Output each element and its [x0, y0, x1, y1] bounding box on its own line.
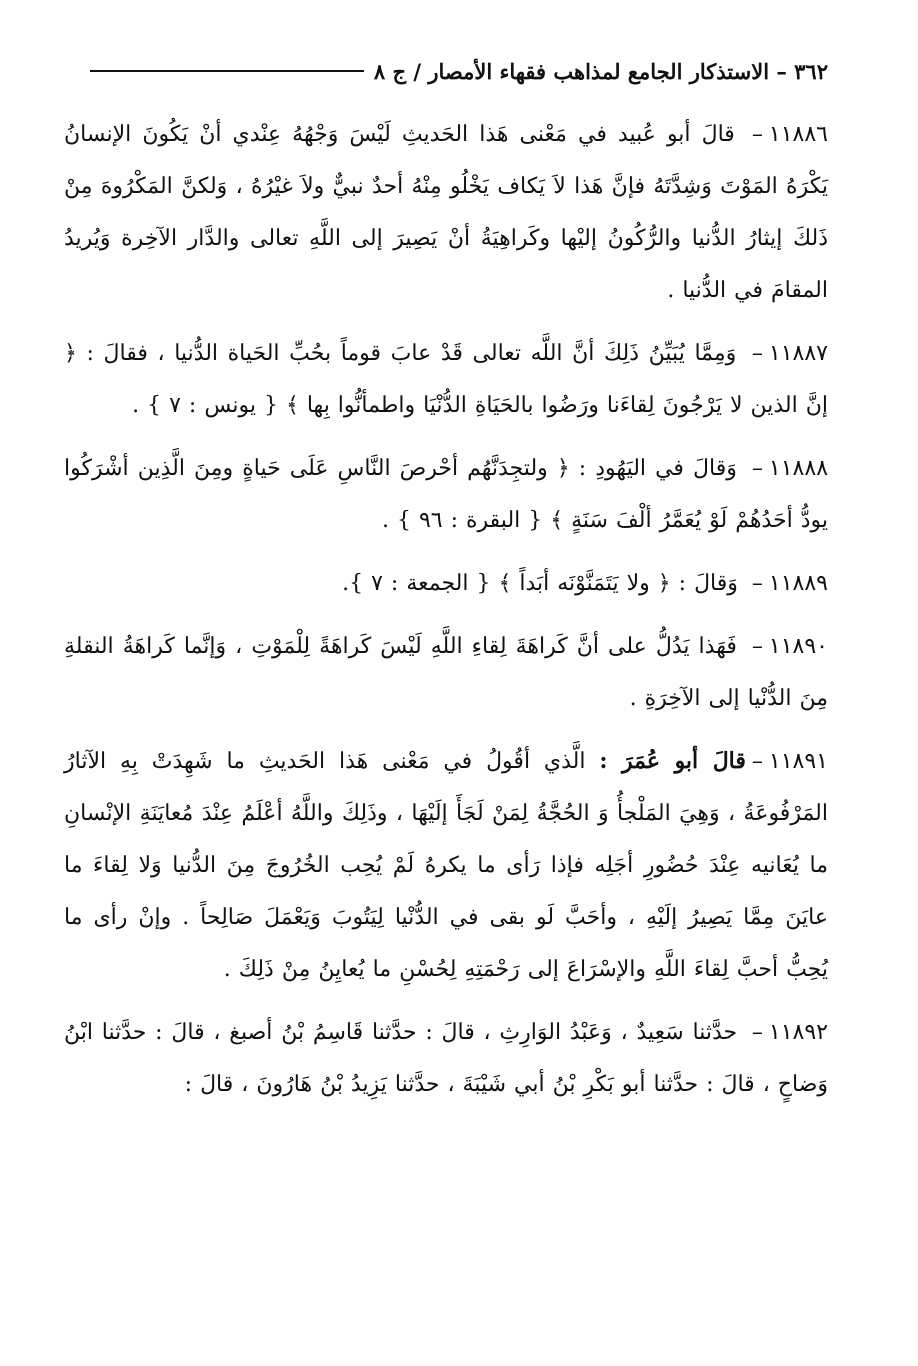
paragraph-lead: قالَ أبو عُمَرَ :: [599, 748, 746, 774]
number-dash: –: [751, 749, 763, 774]
paragraph-11890: [64, 620, 828, 725]
paragraph-number: ١١٨٨٦: [768, 122, 828, 147]
number-dash: –: [751, 571, 763, 596]
paragraph-text: حدَّثنا سَعِيدٌ ، وَعَبْدُ الوَارِثِ ، قالَ : حدَّثنا قَاسِمُ بْنُ أصبغ ، قالَ : حدَّثنا ابْنُ وَضاحٍ ، قالَ : حدَّثنا أبو بَكْرِ بْنُ أبي شَيْبَةَ ، حدَّثنا يَزِيدُ بْنُ هَارُونَ ، قالَ :: [64, 1020, 828, 1097]
paragraph-number: ١١٨٨٨: [768, 456, 829, 481]
paragraph-number: ١١٨٩٢: [768, 1020, 828, 1045]
paragraph-11891: [64, 735, 828, 996]
paragraph-number: ١١٨٩٠: [768, 634, 828, 659]
paragraph-number: ١١٨٩١: [768, 749, 828, 774]
running-title: ٣٦٢ – الاستذكار الجامع لمذاهب فقهاء الأمصار / ج ٨: [373, 58, 828, 84]
paragraph-11889: [64, 557, 828, 610]
header-rule: [90, 70, 364, 72]
paragraph-text: فَهَذا يَدُلُّ على أنَّ كَراهَةَ لِقاءِ اللَّهِ لَيْسَ كَراهَةً لِلْمَوْتِ ، وَإنَّما كَراهَةُ النقلةِ مِنَ الدُّنْيا إلى الآخِرَةِ .: [64, 634, 828, 711]
paragraph-11887: [64, 327, 828, 432]
paragraph-text: وَقالَ : ﴿ ولا يَتَمَنَّوْنَه أبَداً ﴾ { الجمعة : ٧ }.: [342, 571, 738, 596]
number-dash: –: [751, 456, 763, 481]
paragraph-text: وَمِمَّا يُبَيِّنُ ذَلِكَ أنَّ اللَّه تعالى قَدْ عابَ قوماً بحُبِّ الحَياة الدُّنيا ، فقالَ : ﴿ إنَّ الذين لا يَرْجُونَ لِقاءَنا ورَضُوا بالحَيَاةِ الدُّنْيَا واطمأنُّوا بِها ﴾ { يونس : ٧ } .: [64, 341, 828, 418]
number-dash: –: [751, 341, 763, 366]
book-page: [64, 48, 828, 1348]
body-text: [64, 108, 828, 1111]
paragraph-text: وَقالَ في اليَهُودِ : ﴿ ولتجِدَنَّهُم أحْرصَ النَّاسِ عَلَى حَياةٍ ومِنَ الَّذِين أشْرَكُوا يودُّ أحَدُهُمْ لَوْ يُعَمَّرُ ألْفَ سَنَةٍ ﴾ { البقرة : ٩٦ } .: [64, 456, 828, 533]
paragraph-11892: [64, 1006, 828, 1111]
number-dash: –: [751, 634, 763, 659]
number-dash: –: [751, 1020, 763, 1045]
running-header: [64, 48, 828, 94]
number-dash: –: [751, 122, 763, 147]
paragraph-number: ١١٨٨٧: [768, 341, 828, 366]
paragraph-text: الَّذي أقُولُ في مَعْنى هَذا الحَديثِ ما شَهِدَتْ بِهِ الآثارُ المَرْفُوعَةُ ، وَهِيَ المَلْجأُ وَ الحُجَّةُ لِمَنْ لَجَأَ إلَيْهَا ، وذَلِكَ واللَّهُ أعْلَمُ عِنْدَ مُعايَنَةِ الإنْسانِ ما يُعَانيه عِنْدَ حُضُورِ أجَلِه فإذا رَأى ما يكرهُ لَمْ يُحِب الخُرُوجَ مِنَ الدُّنيا وَلا لِقاءَ ما عايَنَ مِمَّا يَصِيرُ إلَيْهِ ، وأحَبَّ لَو بقى في الدُّنْيا لِيَتُوبَ وَيَعْمَلَ صَالِحاً . وإنْ رأى ما يُحِبُّ أحبَّ لِقاءَ اللَّهِ والإسْرَاعَ إلى رَحْمَتِهِ لِحُسْنِ ما يُعايِنُ مِنْ ذَلِكَ .: [64, 749, 828, 982]
paragraph-number: ١١٨٨٩: [768, 571, 828, 596]
paragraph-text: قالَ أبو عُبيد في مَعْنى هَذا الحَديثِ لَيْسَ وَجْهُهُ عِنْدي أنْ يَكُونَ الإنسانُ يَكْرَهُ المَوْتَ وَشِدَّتَهُ فإنَّ هَذا لاَ يَكاف يَخْلُو مِنْهُ أحدٌ نبيٌّ ولاَ غيْرُهُ ، وَلكنَّ المَكْرُوهَ مِنْ ذَلكَ إيثارُ الدُّنيا والرُّكُونُ إليْها وكَراهِيَةُ أنْ يَصِيرَ إلى اللَّهِ تعالى والدَّار الآخِرة وَيُريدُ المقامَ في الدُّنيا .: [64, 122, 828, 303]
paragraph-11886: [64, 108, 828, 317]
paragraph-11888: [64, 442, 828, 547]
